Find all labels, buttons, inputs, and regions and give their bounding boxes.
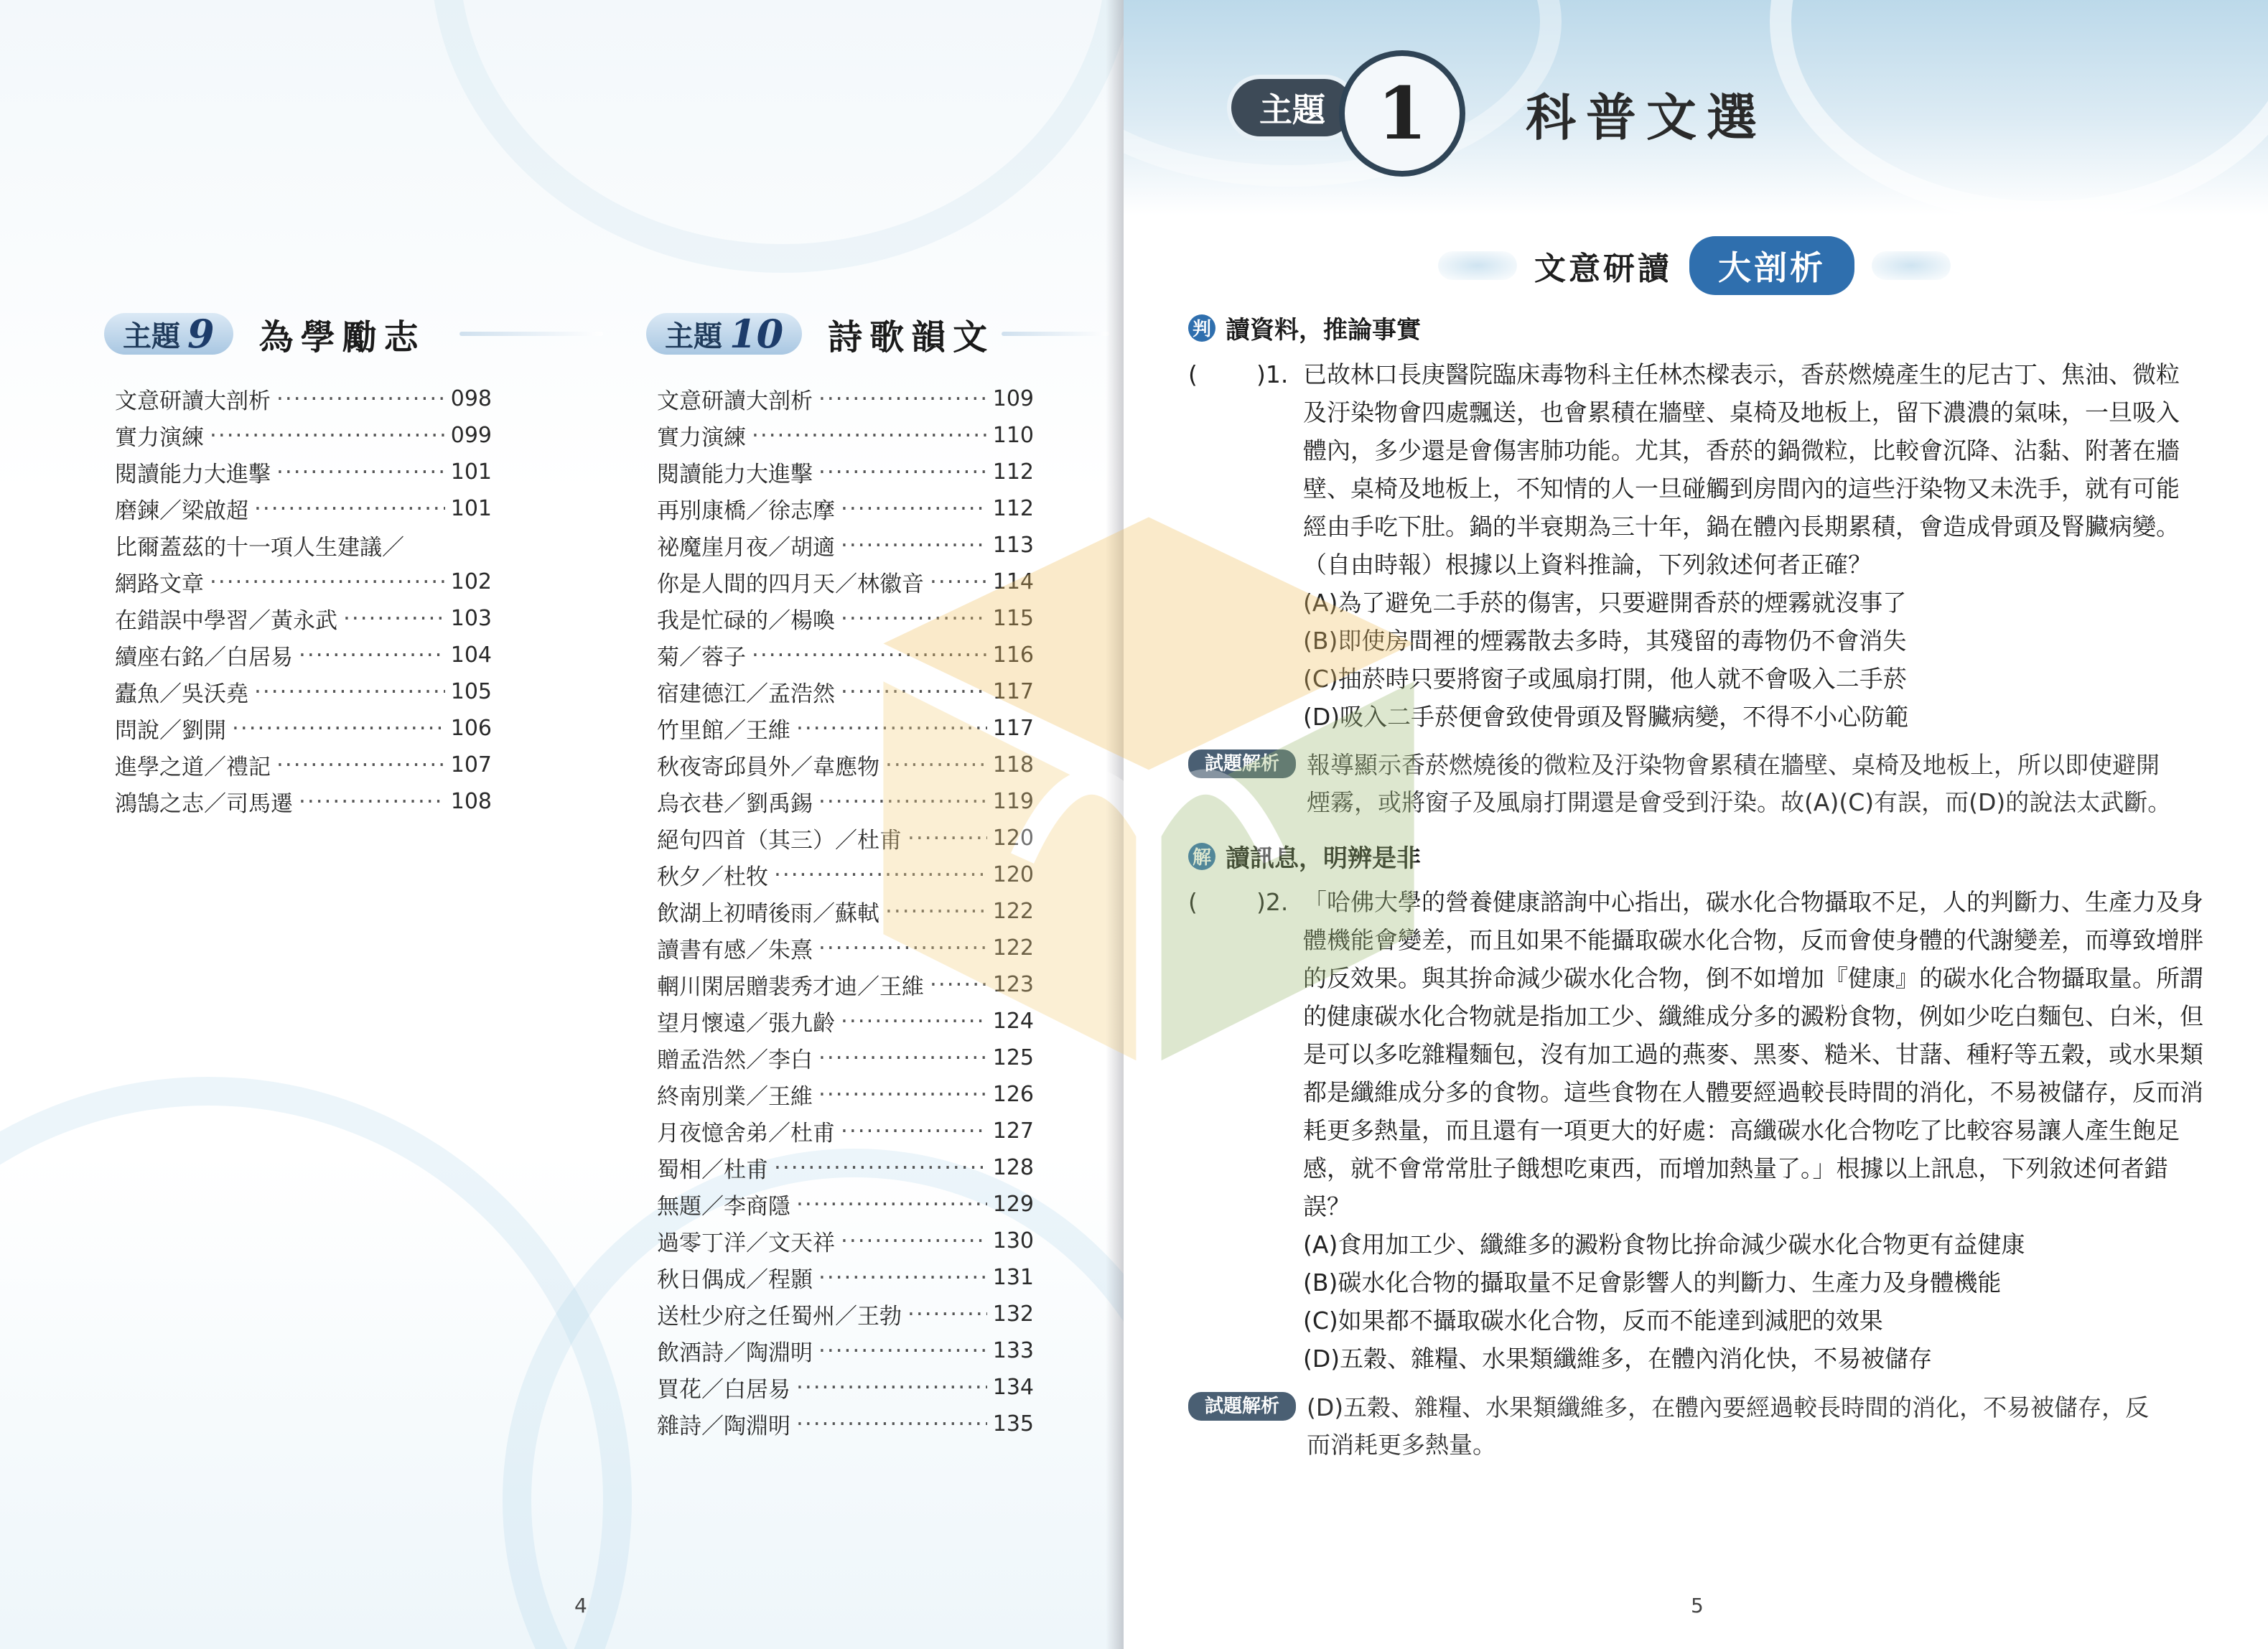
toc-entry-page: 128 bbox=[992, 1155, 1034, 1180]
toc-leader-dots bbox=[232, 716, 445, 742]
question-text-line: 都是纖維成分多的食物。這些食物在人體要經過較長時間的消化，不易被儲存，反而消 bbox=[1303, 1078, 2203, 1106]
toc-entry-page: 113 bbox=[992, 533, 1034, 558]
toc-entry bbox=[657, 1223, 1034, 1259]
toc-entry-page: 123 bbox=[992, 972, 1034, 997]
toc-entry-page: 122 bbox=[992, 935, 1034, 961]
toc-entry-page: 101 bbox=[450, 496, 492, 521]
toc-entry-title: 無題／李商隱 bbox=[657, 1194, 790, 1220]
toc-entry-title: 在錯誤中學習／黃永武 bbox=[115, 608, 337, 634]
toc-entry bbox=[657, 673, 1034, 710]
toc-entry-page: 114 bbox=[992, 569, 1034, 594]
toc-leader-dots bbox=[841, 606, 987, 632]
answer-blank-open: ( bbox=[1188, 888, 1198, 916]
toc-leader-dots bbox=[818, 1265, 987, 1291]
cloud-ornament-icon bbox=[1872, 251, 1951, 280]
toc-leader-dots bbox=[752, 643, 987, 668]
toc-entry bbox=[115, 637, 492, 673]
left-page bbox=[0, 0, 1124, 1649]
toc-entry bbox=[657, 1369, 1034, 1406]
toc-leader-dots bbox=[907, 826, 987, 851]
toc-entry-title: 過零丁洋／文天祥 bbox=[657, 1230, 835, 1256]
question-1-text bbox=[1303, 355, 2208, 584]
toc-entry-title: 進學之道／禮記 bbox=[115, 755, 271, 780]
right-page-number: 5 bbox=[1691, 1594, 1704, 1617]
toc-entry bbox=[657, 564, 1034, 600]
analysis-text bbox=[1307, 1389, 2208, 1464]
toc-entry bbox=[115, 380, 492, 417]
toc-entry bbox=[657, 600, 1034, 637]
question-1 bbox=[1188, 355, 2208, 736]
toc-entry bbox=[115, 600, 492, 637]
toc-leader-dots bbox=[752, 423, 987, 449]
answer-option: (D)五穀、雜糧、水果類纖維多，在體內消化快，不易被儲存 bbox=[1303, 1345, 1933, 1373]
toc-entry bbox=[657, 1003, 1034, 1040]
toc-entry-title: 買花／白居易 bbox=[657, 1377, 790, 1403]
toc-entry bbox=[657, 1259, 1034, 1296]
topic9-badge bbox=[104, 313, 233, 355]
part1-heading-text: 讀資料，推論事實 bbox=[1226, 316, 1421, 345]
question-text-line: 體內，多少還是會傷害肺功能。尤其，香菸的鍋微粒，比較會沉降、沾黏、附著在牆 bbox=[1303, 436, 2180, 464]
section-title-right: 大剖析 bbox=[1689, 236, 1854, 295]
toc-entry bbox=[657, 527, 1034, 564]
toc-entry-title: 祕魔崖月夜／胡適 bbox=[657, 535, 835, 561]
toc-entry-page: 116 bbox=[992, 643, 1034, 668]
topic10-header bbox=[646, 309, 994, 359]
toc-entry-page: 105 bbox=[450, 679, 492, 704]
toc-entry bbox=[657, 1149, 1034, 1186]
topic9-number: 9 bbox=[187, 311, 215, 357]
part1-heading bbox=[1188, 310, 1421, 345]
toc-entry-page: 124 bbox=[992, 1009, 1034, 1034]
toc-leader-dots bbox=[796, 1411, 987, 1437]
toc-entry-title: 閱讀能力大進擊 bbox=[657, 462, 813, 487]
question-2-options bbox=[1188, 1225, 2208, 1378]
toc-leader-dots bbox=[276, 459, 445, 485]
toc-leader-dots bbox=[841, 533, 987, 559]
toc-entry bbox=[657, 930, 1034, 966]
toc-leader-dots bbox=[841, 1228, 987, 1254]
analysis-text bbox=[1307, 747, 2208, 821]
question-1-analysis bbox=[1188, 747, 2208, 821]
analysis-line: 報導顯示香菸燃燒後的微粒及汙染物會累積在牆壁、桌椅及地板上，所以即使避開 bbox=[1307, 751, 2160, 779]
answer-option: (C)抽菸時只要將窗子或風扇打開，他人就不會吸入二手菸 bbox=[1303, 665, 1907, 693]
toc-leader-dots bbox=[841, 679, 987, 705]
toc-entry bbox=[657, 1332, 1034, 1369]
toc-entry-page: 110 bbox=[992, 423, 1034, 448]
toc-leader-dots bbox=[774, 862, 987, 888]
section-title-left: 文意研讀 bbox=[1534, 251, 1672, 287]
question-text-line: 「哈佛大學的營養健康諮詢中心指出，碳水化合物攝取不足，人的判斷力、生產力及身 bbox=[1303, 888, 2203, 916]
question-2-text bbox=[1303, 883, 2208, 1225]
toc-leader-dots bbox=[254, 679, 445, 705]
toc-entry bbox=[657, 637, 1034, 673]
toc-entry-page: 109 bbox=[992, 386, 1034, 411]
toc-entry bbox=[657, 1406, 1034, 1442]
toc-entry-title: 網路文章 bbox=[115, 571, 204, 597]
question-1-options bbox=[1188, 584, 2208, 736]
toc-leader-dots bbox=[841, 1118, 987, 1144]
toc-entry bbox=[657, 966, 1034, 1003]
toc-entry-title: 飲酒詩／陶淵明 bbox=[657, 1340, 813, 1366]
toc-entry bbox=[657, 490, 1034, 527]
toc-entry-title: 雜詩／陶淵明 bbox=[657, 1414, 790, 1439]
theme-label-badge: 主題 bbox=[1231, 79, 1353, 136]
toc-leader-dots bbox=[796, 716, 987, 742]
toc-entry-page: 112 bbox=[992, 496, 1034, 521]
toc-entry-page: 131 bbox=[992, 1265, 1034, 1290]
toc-entry-page: 099 bbox=[450, 423, 492, 448]
toc-entry-title: 月夜憶舍弟／杜甫 bbox=[657, 1121, 835, 1146]
theme-title: 科普文選 bbox=[1526, 88, 1767, 147]
toc-entry-title: 蠹魚／吳沃堯 bbox=[115, 681, 248, 707]
toc-entry-title: 秋日偶成／程顥 bbox=[657, 1267, 813, 1293]
toc-entry-page: 104 bbox=[450, 643, 492, 668]
question-text-line: 體機能會變差，而且如果不能攝取碳水化合物，反而會使身體的代謝變差，而導致增胖 bbox=[1303, 926, 2203, 954]
toc-entry-title: 實力演練 bbox=[115, 425, 204, 451]
toc-entry bbox=[657, 1296, 1034, 1332]
toc-leader-dots bbox=[818, 386, 987, 412]
analysis-tag: 試題解析 bbox=[1188, 749, 1296, 778]
toc-leader-dots bbox=[818, 1338, 987, 1364]
answer-blank-close: ) bbox=[1256, 360, 1266, 388]
toc-entry-title: 菊／蓉子 bbox=[657, 645, 746, 671]
question-text-line: 的健康碳水化合物就是指加工少、纖維成分多的澱粉食物，例如少吃白麵包、白米，但 bbox=[1303, 1002, 2203, 1030]
topic10-label: 主題 bbox=[665, 319, 722, 353]
toc-entry-page: 117 bbox=[992, 679, 1034, 704]
toc-leader-dots bbox=[885, 899, 987, 925]
toc-entry-page: 125 bbox=[992, 1045, 1034, 1070]
topic9-toc bbox=[115, 380, 492, 820]
toc-entry-title: 秋夕／杜牧 bbox=[657, 864, 768, 890]
toc-entry bbox=[657, 747, 1034, 783]
answer-option: (C)如果都不攝取碳水化合物，反而不能達到減肥的效果 bbox=[1303, 1307, 1883, 1335]
toc-entry-page: 103 bbox=[450, 606, 492, 631]
toc-entry-page: 112 bbox=[992, 459, 1034, 485]
toc-entry-page: 098 bbox=[450, 386, 492, 411]
toc-entry-title: 閱讀能力大進擊 bbox=[115, 462, 271, 487]
topic9-title: 為學勵志 bbox=[258, 317, 426, 358]
toc-entry bbox=[657, 820, 1034, 856]
toc-entry-page: 101 bbox=[450, 459, 492, 485]
toc-entry-title: 絕句四首（其三）／杜甫 bbox=[657, 828, 902, 854]
toc-leader-dots bbox=[254, 496, 445, 522]
toc-entry-page: 129 bbox=[992, 1192, 1034, 1217]
toc-entry-page: 134 bbox=[992, 1375, 1034, 1400]
toc-leader-dots bbox=[276, 386, 445, 412]
toc-leader-dots bbox=[885, 752, 987, 778]
answer-option: (A)食用加工少、纖維多的澱粉食物比拚命減少碳水化合物更有益健康 bbox=[1303, 1230, 2025, 1258]
toc-entry-title: 蜀相／杜甫 bbox=[657, 1157, 768, 1183]
toc-entry-title: 比爾蓋茲的十一項人生建議／ bbox=[115, 535, 404, 561]
topic10-underline bbox=[1002, 332, 1109, 336]
toc-leader-dots bbox=[841, 496, 987, 522]
topic9-header bbox=[104, 309, 426, 359]
analysis-tag: 試題解析 bbox=[1188, 1392, 1296, 1421]
toc-leader-dots bbox=[818, 1045, 987, 1071]
toc-entry-title: 宿建德江／孟浩然 bbox=[657, 681, 835, 707]
theme-number-badge: 1 bbox=[1339, 50, 1465, 177]
topic10-number: 10 bbox=[729, 311, 784, 357]
toc-entry bbox=[657, 1186, 1034, 1223]
toc-entry-title: 實力演練 bbox=[657, 425, 746, 451]
toc-leader-dots bbox=[930, 972, 987, 998]
decorative-swirl bbox=[431, 0, 1124, 273]
toc-entry bbox=[115, 417, 492, 454]
toc-entry-title: 輞川閑居贈裴秀才迪／王維 bbox=[657, 974, 924, 1000]
toc-entry-title: 望月懷遠／張九齡 bbox=[657, 1011, 835, 1037]
part1-icon: 判 bbox=[1188, 314, 1215, 342]
toc-entry bbox=[657, 710, 1034, 747]
toc-entry-page: 133 bbox=[992, 1338, 1034, 1363]
toc-entry-page: 126 bbox=[992, 1082, 1034, 1107]
toc-entry-title: 文意研讀大剖析 bbox=[115, 388, 271, 414]
toc-entry-page: 120 bbox=[992, 862, 1034, 887]
toc-entry-page: 106 bbox=[450, 716, 492, 741]
toc-entry-title: 鴻鵠之志／司馬遷 bbox=[115, 791, 293, 817]
answer-option: (B)碳水化合物的攝取量不足會影響人的判斷力、生產力及身體機能 bbox=[1303, 1269, 2002, 1297]
toc-leader-dots bbox=[210, 423, 445, 449]
toc-entry-page: 107 bbox=[450, 752, 492, 777]
toc-entry-page: 132 bbox=[992, 1302, 1034, 1327]
question-2 bbox=[1188, 883, 2208, 1378]
answer-option: (A)為了避免二手菸的傷害，只要避開香菸的煙霧就沒事了 bbox=[1303, 589, 1907, 617]
question-2-number bbox=[1256, 883, 1288, 921]
toc-entry-page: 115 bbox=[992, 606, 1034, 631]
toc-leader-dots bbox=[818, 459, 987, 485]
toc-entry-page: 130 bbox=[992, 1228, 1034, 1253]
toc-entry-title: 文意研讀大剖析 bbox=[657, 388, 813, 414]
toc-leader-dots bbox=[299, 789, 445, 815]
answer-blank-close: ) bbox=[1256, 888, 1266, 916]
toc-entry bbox=[115, 710, 492, 747]
toc-leader-dots bbox=[276, 752, 445, 778]
toc-entry-page: 108 bbox=[450, 789, 492, 814]
toc-leader-dots bbox=[796, 1375, 987, 1401]
toc-leader-dots bbox=[930, 569, 987, 595]
part2-heading bbox=[1188, 838, 1421, 874]
toc-entry-page: 120 bbox=[992, 826, 1034, 851]
toc-leader-dots bbox=[818, 789, 987, 815]
question-1-num-text: 1. bbox=[1265, 360, 1289, 388]
question-text-line: 經由手吃下肚。鍋的半衰期為三十年，鍋在體內長期累積，會造成骨頭及腎臟病變。 bbox=[1303, 513, 2180, 541]
toc-entry-page: 127 bbox=[992, 1118, 1034, 1144]
toc-entry-title: 飲湖上初晴後雨／蘇軾 bbox=[657, 901, 879, 927]
toc-entry-title: 你是人間的四月天／林徽音 bbox=[657, 571, 924, 597]
toc-leader-dots bbox=[818, 935, 987, 961]
toc-entry-title: 磨鍊／梁啟超 bbox=[115, 498, 248, 524]
left-page-number: 4 bbox=[574, 1594, 587, 1617]
question-text-line: 感，就不會常常肚子餓想吃東西，而增加熱量了。」根據以上訊息，下列敘述何者錯 bbox=[1303, 1154, 2168, 1182]
toc-leader-dots bbox=[818, 1082, 987, 1108]
question-text-line: 的反效果。與其拚命減少碳水化合物，倒不如增加『健康』的碳水化合物攝取量。所謂 bbox=[1303, 964, 2203, 992]
toc-entry bbox=[657, 893, 1034, 930]
question-text-line: 及汙染物會四處飄送，也會累積在牆壁、桌椅及地板上，留下濃濃的氣味，一旦吸入 bbox=[1303, 398, 2180, 426]
toc-leader-dots bbox=[210, 569, 445, 595]
toc-entry-title: 竹里館／王維 bbox=[657, 718, 790, 744]
analysis-line: (D)五穀、雜糧、水果類纖維多，在體內要經過較長時間的消化，不易被儲存，反 bbox=[1307, 1393, 2150, 1421]
topic10-toc bbox=[657, 380, 1034, 1442]
toc-entry-title: 讀書有感／朱熹 bbox=[657, 938, 813, 963]
analysis-line: 而消耗更多熱量。 bbox=[1307, 1431, 1496, 1459]
answer-option: (B)即使房間裡的煙霧散去多時，其殘留的毒物仍不會消失 bbox=[1303, 627, 1907, 655]
toc-leader-dots bbox=[796, 1192, 987, 1218]
toc-entry bbox=[657, 856, 1034, 893]
toc-entry bbox=[115, 564, 492, 600]
toc-entry-page: 135 bbox=[992, 1411, 1034, 1437]
topic9-label: 主題 bbox=[123, 319, 180, 353]
toc-leader-dots bbox=[841, 1009, 987, 1034]
analysis-line: 煙霧，或將窗子及風扇打開還是會受到汙染。故(A)(C)有誤，而(D)的說法太武斷。 bbox=[1307, 788, 2172, 816]
answer-blank-open: ( bbox=[1188, 360, 1198, 388]
toc-entry bbox=[115, 490, 492, 527]
toc-entry bbox=[115, 783, 492, 820]
question-text-line: 壁、桌椅及地板上，不知情的人一旦碰觸到房間內的這些汙染物又未洗手，就有可能 bbox=[1303, 475, 2180, 503]
toc-entry-title: 問說／劉開 bbox=[115, 718, 226, 744]
toc-entry bbox=[657, 783, 1034, 820]
toc-entry-page: 119 bbox=[992, 789, 1034, 814]
toc-entry bbox=[657, 380, 1034, 417]
toc-entry bbox=[115, 673, 492, 710]
question-text-line: （自由時報）根據以上資料推論，下列敘述何者正確？ bbox=[1303, 551, 1872, 579]
toc-entry-title: 續座右銘／白居易 bbox=[115, 645, 293, 671]
cloud-ornament-icon bbox=[1438, 251, 1517, 280]
toc-entry bbox=[657, 1076, 1034, 1113]
toc-entry-page: 117 bbox=[992, 716, 1034, 741]
toc-entry-title: 秋夜寄邱員外／韋應物 bbox=[657, 755, 879, 780]
toc-entry bbox=[115, 747, 492, 783]
question-text-line: 是可以多吃雜糧麵包，沒有加工過的燕麥、黑麥、糙米、甘藷、種籽等五穀，或水果類 bbox=[1303, 1040, 2203, 1068]
topic9-underline bbox=[459, 332, 603, 336]
toc-leader-dots bbox=[343, 606, 445, 632]
toc-entry-page: 118 bbox=[992, 752, 1034, 777]
toc-entry-title: 再別康橋／徐志摩 bbox=[657, 498, 835, 524]
part2-heading-text: 讀訊息，明辨是非 bbox=[1226, 844, 1421, 873]
topic10-title: 詩歌韻文 bbox=[828, 317, 995, 358]
topic10-badge bbox=[646, 313, 802, 355]
toc-leader-dots bbox=[907, 1302, 987, 1327]
question-2-num-text: 2. bbox=[1265, 888, 1289, 916]
question-text-line: 已故林口長庚醫院臨床毒物科主任林杰樑表示，香菸燃燒產生的尼古丁、焦油、微粒 bbox=[1303, 360, 2180, 388]
toc-leader-dots bbox=[774, 1155, 987, 1181]
toc-entry-title: 贈孟浩然／李白 bbox=[657, 1047, 813, 1073]
toc-entry bbox=[657, 417, 1034, 454]
toc-entry bbox=[657, 454, 1034, 490]
question-text-line: 誤？ bbox=[1303, 1192, 1350, 1220]
toc-leader-dots bbox=[299, 643, 445, 668]
section-banner bbox=[1400, 237, 1989, 294]
toc-entry bbox=[657, 1113, 1034, 1149]
toc-entry-page: 122 bbox=[992, 899, 1034, 924]
part2-icon: 解 bbox=[1188, 843, 1215, 870]
question-2-analysis bbox=[1188, 1389, 2208, 1464]
toc-entry-title: 送杜少府之任蜀州／王勃 bbox=[657, 1304, 902, 1330]
question-text-line: 耗更多熱量，而且還有一項更大的好處：高纖碳水化合物吃了比較容易讓人產生飽足 bbox=[1303, 1116, 2180, 1144]
toc-entry-title: 終南別業／王維 bbox=[657, 1084, 813, 1110]
toc-entry bbox=[115, 454, 492, 490]
question-1-number bbox=[1256, 355, 1288, 393]
toc-entry-title: 烏衣巷／劉禹錫 bbox=[657, 791, 813, 817]
answer-option: (D)吸入二手菸便會致使骨頭及腎臟病變，不得不小心防範 bbox=[1303, 703, 1909, 731]
toc-entry-title: 我是忙碌的／楊喚 bbox=[657, 608, 835, 634]
toc-entry bbox=[657, 1040, 1034, 1076]
toc-entry-page: 102 bbox=[450, 569, 492, 594]
toc-entry bbox=[115, 527, 492, 564]
